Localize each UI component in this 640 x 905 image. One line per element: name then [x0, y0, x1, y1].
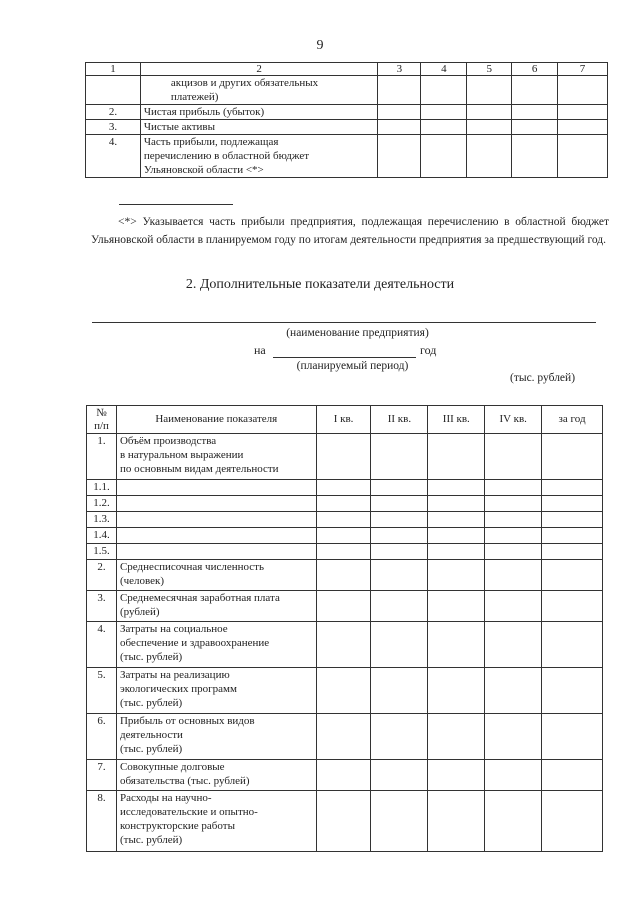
- indicator-name: [116, 512, 316, 528]
- indicator-name: Расходы на научно- исследовательские и опытно- конструкторские работы (тыс. рублей): [116, 791, 316, 852]
- table-row: [87, 434, 603, 480]
- value-cell: [428, 791, 485, 852]
- row-number: 1.2.: [87, 496, 117, 512]
- table-row: [87, 591, 603, 622]
- row-number: 6.: [87, 714, 117, 760]
- value-cell: [421, 120, 467, 135]
- value-cell: [542, 622, 603, 668]
- value-cell: [371, 434, 428, 480]
- table-row: [87, 714, 603, 760]
- value-cell: [371, 791, 428, 852]
- value-cell: [316, 622, 371, 668]
- indicator-name: Часть прибыли, подлежащая перечислению в областной бюджет Ульяновской области <*>: [140, 135, 378, 178]
- value-cell: [485, 480, 542, 496]
- value-cell: [542, 434, 603, 480]
- value-cell: [485, 791, 542, 852]
- value-cell: [428, 434, 485, 480]
- value-cell: [542, 512, 603, 528]
- table-row: [87, 480, 603, 496]
- table-row: [87, 622, 603, 668]
- table2-header-row: [87, 406, 603, 434]
- row-number: 2.: [87, 560, 117, 591]
- value-cell: [542, 591, 603, 622]
- value-cell: [542, 480, 603, 496]
- value-cell: [542, 496, 603, 512]
- value-cell: [428, 480, 485, 496]
- table1-col-3: 3: [378, 63, 421, 76]
- value-cell: [485, 512, 542, 528]
- value-cell: [428, 668, 485, 714]
- value-cell: [316, 512, 371, 528]
- value-cell: [428, 591, 485, 622]
- indicator-name: Чистые активы: [140, 120, 378, 135]
- value-cell: [512, 76, 558, 105]
- row-number: 3.: [87, 591, 117, 622]
- table1-col-5: 5: [467, 63, 512, 76]
- row-number: 7.: [87, 760, 117, 791]
- row-number: 4.: [86, 135, 141, 178]
- page-number: 9: [316, 38, 324, 53]
- table-row: [87, 496, 603, 512]
- section-title: 2. Дополнительные показатели деятельности: [185, 277, 455, 292]
- value-cell: [512, 135, 558, 178]
- organization-label: (наименование предприятия): [286, 327, 429, 339]
- header-q3: III кв.: [428, 406, 485, 434]
- row-number: 4.: [87, 622, 117, 668]
- value-cell: [421, 76, 467, 105]
- value-cell: [378, 135, 421, 178]
- value-cell: [485, 560, 542, 591]
- value-cell: [467, 135, 512, 178]
- row-number: [86, 76, 141, 105]
- value-cell: [485, 622, 542, 668]
- value-cell: [371, 560, 428, 591]
- period-label: (планируемый период): [296, 360, 409, 372]
- value-cell: [485, 496, 542, 512]
- row-number: 1.5.: [87, 544, 117, 560]
- value-cell: [421, 105, 467, 120]
- period-suffix: год: [420, 343, 437, 357]
- value-cell: [428, 622, 485, 668]
- indicator-name: Совокупные долговые обязательства (тыс. рублей): [116, 760, 316, 791]
- value-cell: [485, 668, 542, 714]
- table-row: [86, 120, 608, 135]
- indicator-name: [116, 496, 316, 512]
- value-cell: [428, 560, 485, 591]
- value-cell: [558, 135, 608, 178]
- table-row: [87, 512, 603, 528]
- value-cell: [542, 560, 603, 591]
- value-cell: [542, 544, 603, 560]
- value-cell: [316, 496, 371, 512]
- table1-col-7: 7: [558, 63, 608, 76]
- value-cell: [467, 120, 512, 135]
- value-cell: [316, 560, 371, 591]
- value-cell: [485, 760, 542, 791]
- row-number: 5.: [87, 668, 117, 714]
- value-cell: [316, 434, 371, 480]
- row-number: 1.3.: [87, 512, 117, 528]
- value-cell: [558, 120, 608, 135]
- value-cell: [428, 544, 485, 560]
- value-cell: [316, 544, 371, 560]
- table1-col-4: 4: [421, 63, 467, 76]
- table-row: [87, 760, 603, 791]
- value-cell: [512, 120, 558, 135]
- value-cell: [542, 714, 603, 760]
- value-cell: [371, 544, 428, 560]
- value-cell: [378, 105, 421, 120]
- value-cell: [371, 591, 428, 622]
- value-cell: [485, 544, 542, 560]
- value-cell: [316, 480, 371, 496]
- value-cell: [542, 791, 603, 852]
- table1-col-1: 1: [86, 63, 141, 76]
- value-cell: [371, 714, 428, 760]
- table1-col-2: 2: [140, 63, 378, 76]
- value-cell: [316, 714, 371, 760]
- period-prefix: на: [254, 343, 266, 357]
- row-number: 8.: [87, 791, 117, 852]
- indicator-name: Затраты на социальное обеспечение и здравоохранение (тыс. рублей): [116, 622, 316, 668]
- value-cell: [542, 760, 603, 791]
- value-cell: [467, 105, 512, 120]
- footnote-text: <*> Указывается часть прибыли предприятия, подлежащая перечислению в областной бюджет Ульяновской области в планируемом году по итогам деятельности предприятия за предшествующий год.: [91, 216, 609, 246]
- organization-name-line: [92, 322, 596, 323]
- indicator-name: акцизов и других обязательных платежей): [140, 76, 378, 105]
- header-q1: I кв.: [316, 406, 371, 434]
- value-cell: [428, 714, 485, 760]
- row-number: 1.1.: [87, 480, 117, 496]
- indicator-name: Объём производства в натуральном выражении по основным видам деятельности: [116, 434, 316, 480]
- value-cell: [316, 668, 371, 714]
- table-row: [87, 544, 603, 560]
- value-cell: [316, 760, 371, 791]
- value-cell: [316, 591, 371, 622]
- table-row: [86, 76, 608, 105]
- table-row: [86, 135, 608, 178]
- value-cell: [485, 591, 542, 622]
- additional-indicators-table: [86, 405, 603, 852]
- row-number: 1.4.: [87, 528, 117, 544]
- indicator-name: Прибыль от основных видов деятельности (тыс. рублей): [116, 714, 316, 760]
- row-number: 3.: [86, 120, 141, 135]
- value-cell: [428, 528, 485, 544]
- indicator-name: [116, 544, 316, 560]
- footnote-separator: [119, 204, 233, 205]
- value-cell: [371, 512, 428, 528]
- value-cell: [371, 622, 428, 668]
- value-cell: [558, 105, 608, 120]
- value-cell: [512, 105, 558, 120]
- value-cell: [542, 668, 603, 714]
- row-number: 1.: [87, 434, 117, 480]
- indicator-name: [116, 480, 316, 496]
- table-row: [87, 560, 603, 591]
- value-cell: [421, 135, 467, 178]
- header-indicator-name: Наименование показателя: [116, 406, 316, 434]
- indicator-name: Среднесписочная численность (человек): [116, 560, 316, 591]
- indicator-name: Среднемесячная заработная плата (рублей): [116, 591, 316, 622]
- table-row: [87, 528, 603, 544]
- budget-table-continuation: [85, 62, 608, 178]
- value-cell: [378, 76, 421, 105]
- value-cell: [378, 120, 421, 135]
- value-cell: [316, 791, 371, 852]
- value-cell: [371, 760, 428, 791]
- header-q2: II кв.: [371, 406, 428, 434]
- indicator-name: Чистая прибыль (убыток): [140, 105, 378, 120]
- value-cell: [371, 528, 428, 544]
- value-cell: [467, 76, 512, 105]
- row-number: 2.: [86, 105, 141, 120]
- table1-header-row: [86, 63, 608, 76]
- value-cell: [316, 528, 371, 544]
- value-cell: [485, 434, 542, 480]
- header-year: за год: [542, 406, 603, 434]
- table-row: [87, 668, 603, 714]
- units-label: (тыс. рублей): [510, 372, 576, 384]
- value-cell: [485, 714, 542, 760]
- value-cell: [428, 512, 485, 528]
- value-cell: [371, 668, 428, 714]
- value-cell: [558, 76, 608, 105]
- indicator-name: Затраты на реализацию экологических программ (тыс. рублей): [116, 668, 316, 714]
- value-cell: [428, 760, 485, 791]
- value-cell: [428, 496, 485, 512]
- footnote: [91, 213, 609, 249]
- value-cell: [371, 496, 428, 512]
- value-cell: [371, 480, 428, 496]
- header-number: № п/п: [87, 406, 117, 434]
- indicator-name: [116, 528, 316, 544]
- value-cell: [485, 528, 542, 544]
- header-q4: IV кв.: [485, 406, 542, 434]
- value-cell: [542, 528, 603, 544]
- table1-col-6: 6: [512, 63, 558, 76]
- table-row: [87, 791, 603, 852]
- period-blank-line: [273, 357, 416, 358]
- table-row: [86, 105, 608, 120]
